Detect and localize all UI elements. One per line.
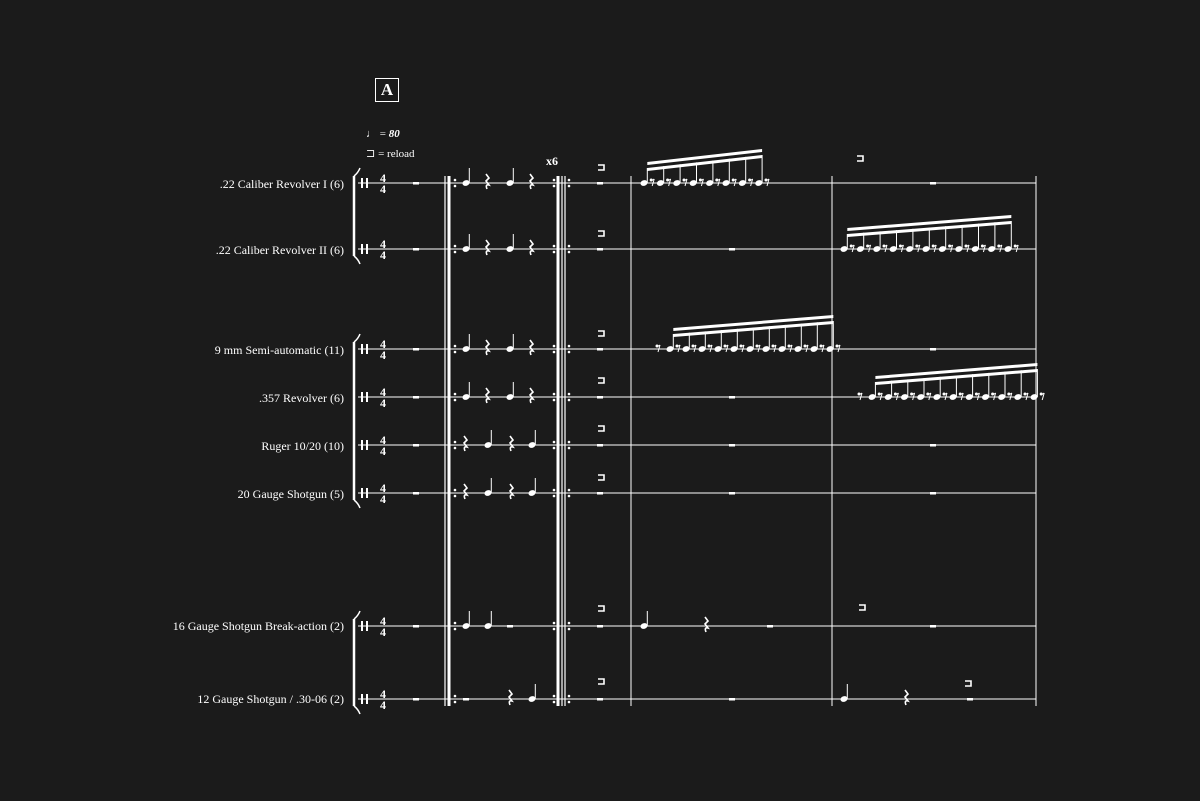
percussion-clef	[361, 392, 363, 402]
quarter-rest	[509, 690, 512, 705]
legend-text: reload	[387, 148, 415, 160]
percussion-clef	[361, 244, 363, 254]
instrument-label: 16 Gauge Shotgun Break-action (2)	[172, 619, 344, 633]
quarter-rest	[905, 690, 908, 705]
repeat-dot	[568, 622, 571, 625]
quarter-rest	[510, 436, 513, 451]
tempo-equals: =	[379, 128, 386, 140]
repeat-dot	[568, 701, 571, 704]
whole-rest	[930, 444, 936, 447]
repeat-dot	[553, 447, 556, 450]
percussion-clef	[366, 694, 368, 704]
reload-icon: ⊐	[366, 148, 376, 160]
reload-icon	[598, 165, 604, 170]
whole-rest	[729, 248, 735, 251]
repeat-dot	[454, 441, 457, 444]
repeat-dot	[553, 628, 556, 631]
repeat-dot	[454, 345, 457, 348]
time-signature-numerator: 4	[380, 337, 386, 351]
time-signature-numerator: 4	[380, 237, 386, 251]
time-signature-denominator: 4	[380, 444, 386, 458]
reload-icon	[598, 679, 604, 684]
quarter-rest	[486, 388, 489, 403]
quarter-rest	[530, 388, 533, 403]
quarter-rest	[530, 240, 533, 255]
system-bracket	[354, 168, 360, 176]
percussion-clef	[366, 392, 368, 402]
repeat-dot	[568, 351, 571, 354]
quarter-note-icon: ♩	[366, 128, 377, 140]
repeat-dot	[568, 345, 571, 348]
whole-rest	[767, 625, 773, 628]
reload-icon	[598, 378, 604, 383]
repeat-dot	[553, 351, 556, 354]
reload-icon	[857, 156, 863, 161]
percussion-clef	[366, 621, 368, 631]
instrument-label: .357 Revolver (6)	[259, 391, 344, 405]
time-signature-denominator: 4	[380, 248, 386, 262]
system-bracket	[354, 706, 360, 714]
whole-rest	[413, 248, 419, 251]
repeat-dot	[454, 489, 457, 492]
instrument-label: .22 Caliber Revolver II (6)	[215, 243, 344, 257]
repeat-dot	[568, 179, 571, 182]
system-bracket	[354, 611, 360, 619]
repeat-dot	[454, 447, 457, 450]
percussion-clef	[361, 178, 363, 188]
percussion-clef	[366, 488, 368, 498]
quarter-rest	[486, 240, 489, 255]
whole-rest	[930, 492, 936, 495]
time-signature-numerator: 4	[380, 481, 386, 495]
repeat-dot	[553, 399, 556, 402]
time-signature-denominator: 4	[380, 625, 386, 639]
percussion-clef	[361, 488, 363, 498]
repeat-dot	[568, 441, 571, 444]
quarter-rest	[530, 340, 533, 355]
repeat-dot	[553, 622, 556, 625]
time-signature-numerator: 4	[380, 171, 386, 185]
instrument-label: 9 mm Semi-automatic (11)	[214, 343, 344, 357]
percussion-clef	[366, 344, 368, 354]
repeat-dot	[568, 185, 571, 188]
repeat-dot	[454, 393, 457, 396]
repeat-dot	[454, 495, 457, 498]
reload-icon	[859, 605, 865, 610]
rehearsal-mark: A	[375, 78, 399, 102]
time-signature-denominator: 4	[380, 492, 386, 506]
reload-icon	[598, 231, 604, 236]
repeat-dot	[553, 393, 556, 396]
percussion-clef	[366, 440, 368, 450]
repeat-dot	[568, 628, 571, 631]
whole-rest	[507, 625, 513, 628]
repeat-dot	[568, 695, 571, 698]
percussion-clef	[361, 694, 363, 704]
repeat-dot	[553, 695, 556, 698]
whole-rest	[930, 182, 936, 185]
whole-rest	[413, 396, 419, 399]
repeat-dot	[454, 399, 457, 402]
repeat-dot	[568, 251, 571, 254]
repeat-dot	[454, 245, 457, 248]
repeat-dot	[553, 701, 556, 704]
system-bracket	[354, 256, 360, 264]
time-signature-numerator: 4	[380, 385, 386, 399]
whole-rest	[597, 182, 603, 185]
repeat-dot	[454, 628, 457, 631]
repeat-dot	[568, 447, 571, 450]
time-signature-denominator: 4	[380, 348, 386, 362]
whole-rest	[967, 698, 973, 701]
repeat-dot	[454, 695, 457, 698]
whole-rest	[729, 444, 735, 447]
time-signature-numerator: 4	[380, 687, 386, 701]
system-bracket	[354, 500, 360, 508]
whole-rest	[729, 698, 735, 701]
repeat-dot	[553, 245, 556, 248]
whole-rest	[930, 625, 936, 628]
quarter-rest	[510, 484, 513, 499]
whole-rest	[413, 182, 419, 185]
whole-rest	[597, 396, 603, 399]
repeat-dot	[553, 179, 556, 182]
repeat-dot	[454, 351, 457, 354]
repeat-count: x6	[546, 154, 558, 168]
repeat-dot	[553, 489, 556, 492]
instrument-label: Ruger 10/20 (10)	[261, 439, 344, 453]
reload-icon	[598, 475, 604, 480]
quarter-rest	[530, 174, 533, 189]
whole-rest	[729, 492, 735, 495]
repeat-dot	[568, 245, 571, 248]
whole-rest	[729, 396, 735, 399]
repeat-dot	[454, 251, 457, 254]
repeat-dot	[553, 495, 556, 498]
repeat-dot	[553, 185, 556, 188]
quarter-rest	[486, 340, 489, 355]
whole-rest	[597, 248, 603, 251]
whole-rest	[463, 698, 469, 701]
whole-rest	[597, 492, 603, 495]
time-signature-denominator: 4	[380, 396, 386, 410]
reload-icon	[965, 681, 971, 686]
quarter-rest	[464, 484, 467, 499]
percussion-clef	[366, 178, 368, 188]
repeat-dot	[454, 179, 457, 182]
quarter-rest	[486, 174, 489, 189]
instrument-label: 20 Gauge Shotgun (5)	[237, 487, 344, 501]
instrument-label: 12 Gauge Shotgun / .30-06 (2)	[197, 692, 344, 706]
instrument-label: .22 Caliber Revolver I (6)	[219, 177, 344, 191]
repeat-dot	[568, 399, 571, 402]
repeat-dot	[568, 489, 571, 492]
reload-icon	[598, 606, 604, 611]
repeat-dot	[568, 495, 571, 498]
repeat-dot	[454, 701, 457, 704]
reload-icon	[598, 331, 604, 336]
repeat-dot	[553, 441, 556, 444]
repeat-dot	[568, 393, 571, 396]
repeat-dot	[454, 185, 457, 188]
time-signature-denominator: 4	[380, 698, 386, 712]
percussion-clef	[361, 440, 363, 450]
whole-rest	[413, 444, 419, 447]
whole-rest	[597, 625, 603, 628]
whole-rest	[930, 348, 936, 351]
repeat-dot	[553, 345, 556, 348]
whole-rest	[413, 625, 419, 628]
time-signature-denominator: 4	[380, 182, 386, 196]
tempo-bpm: 80	[388, 128, 400, 140]
percussion-clef	[366, 244, 368, 254]
whole-rest	[413, 492, 419, 495]
repeat-dot	[454, 622, 457, 625]
whole-rest	[597, 444, 603, 447]
whole-rest	[597, 348, 603, 351]
quarter-rest	[464, 436, 467, 451]
legend-equals: =	[378, 148, 385, 160]
quarter-rest	[705, 617, 708, 632]
percussion-clef	[361, 621, 363, 631]
whole-rest	[413, 348, 419, 351]
reload-icon	[598, 426, 604, 431]
system-bracket	[354, 334, 360, 342]
whole-rest	[413, 698, 419, 701]
repeat-dot	[553, 251, 556, 254]
whole-rest	[597, 698, 603, 701]
time-signature-numerator: 4	[380, 433, 386, 447]
percussion-clef	[361, 344, 363, 354]
time-signature-numerator: 4	[380, 614, 386, 628]
